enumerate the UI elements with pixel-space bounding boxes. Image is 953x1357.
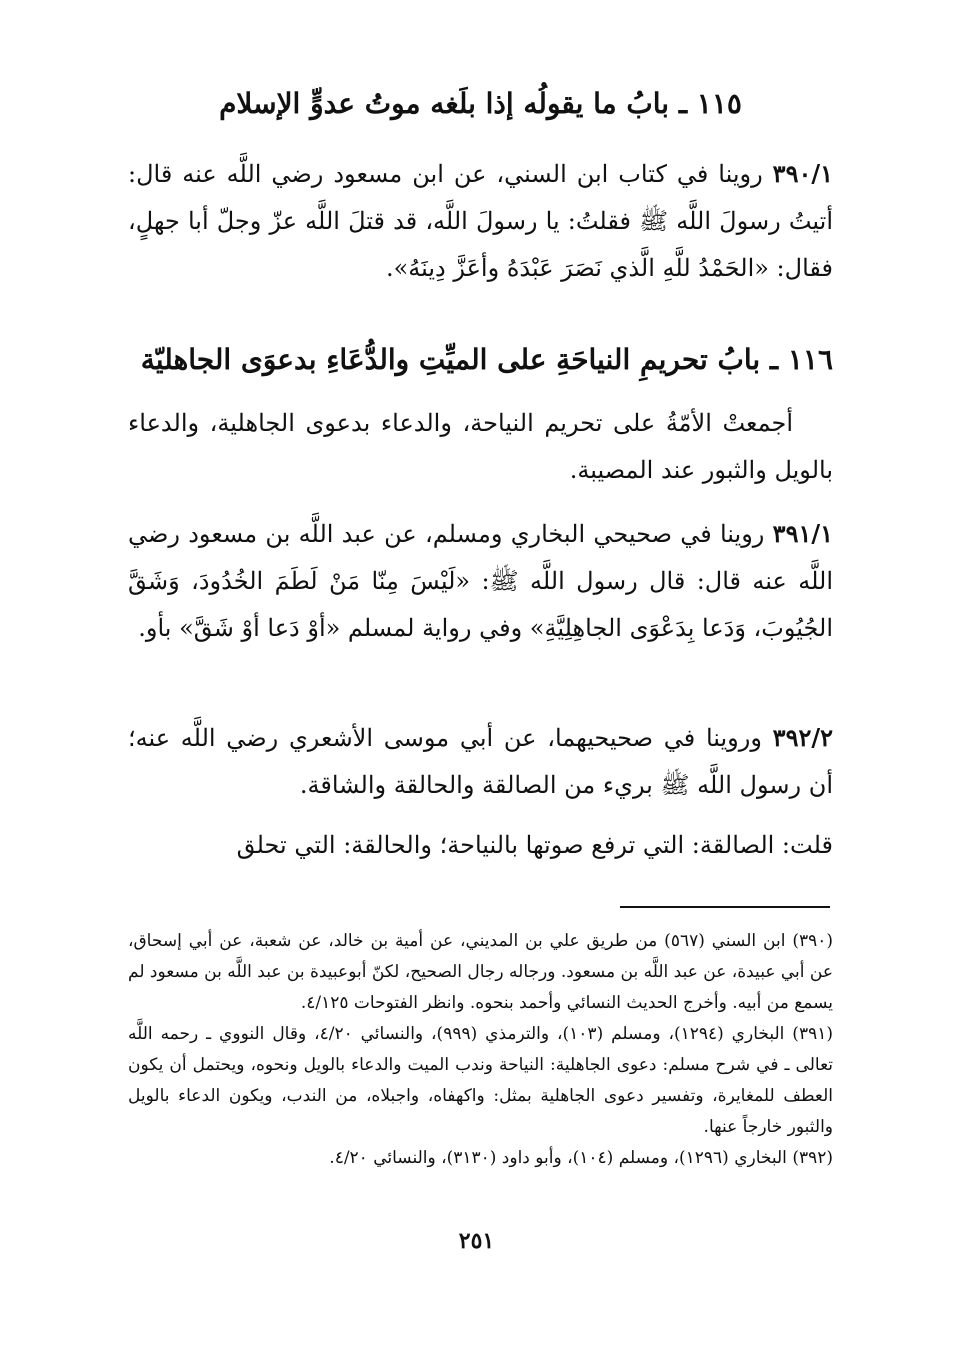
hadith-number: ٣٩١/١ [772, 519, 833, 548]
author-note: قلت: الصالقة: التي ترفع صوتها بالنياحة؛ والحالقة: التي تحلق [236, 831, 833, 859]
hadith-391 [128, 510, 833, 652]
hadith-text: وروينا في صحيحيهما، عن أبي موسى الأشعري رضي اللَّه عنه؛ أن رسول اللَّه ﷺ بريء من الصالقة والحالقة والشاقة. [128, 724, 833, 799]
hadith-number: ٣٩٠/١ [772, 159, 833, 188]
hadith-392 [128, 714, 833, 809]
chapter-heading-115: ١١٥ ـ بابُ ما يقولُه إذا بلَغه موتُ عدوٍّ الإسلام [219, 87, 742, 120]
footnote-392: (٣٩٢) البخاري (١٢٩٦)، ومسلم (١٠٤)، وأبو داود (٣١٣٠)، والنسائي ٤/٢٠. [329, 1148, 833, 1168]
footnote-separator [620, 906, 830, 908]
footnote-391: (٣٩١) البخاري (١٢٩٤)، ومسلم (١٠٣)، والترمذي (٩٩٩)، والنسائي ٤/٢٠، وقال النووي ـ رحمه اللَّه تعالى ـ في شرح مسلم: دعوى الجاهلية: النياحة وندب الميت والدعاء بالويل ونحوه، ويحتمل أن يكون العطف للمغايرة، وتفسير دعوى الجاهلية بمثل: واكهفاه، واجبلاه، من الندب، ويكون الدعاء بالويل والثبور خارجاً عنها. [128, 1024, 834, 1137]
hadith-390 [128, 150, 833, 292]
hadith-number: ٣٩٢/٢ [772, 723, 833, 752]
footnotes [128, 926, 833, 1174]
footnote-390: (٣٩٠) ابن السني (٥٦٧) من طريق علي بن المديني، عن أمية بن خالد، عن شعبة، عن أبي إسحاق، عن أبي عبيدة، عن عبد اللَّه بن مسعود. ورجاله رجال الصحيح، لكنّ أبوعبيدة بن عبد اللَّه بن مسعود لم يسمع من أبيه. وأخرج الحديث النسائي وأحمد بنحوه. وانظر الفتوحات ٤/١٢٥. [128, 931, 834, 1013]
chapter-heading-116: ١١٦ ـ بابُ تحريمِ النياحَةِ على الميِّتِ والدُّعَاءِ بدعوَى الجاهليّة [140, 343, 833, 376]
hadith-text: روينا في صحيحي البخاري ومسلم، عن عبد اللَّه بن مسعود رضي اللَّه عنه قال: قال رسول اللَّه ﷺ: «لَيْسَ مِنّا مَنْ لَطَمَ الخُدُودَ، وَشَقَّ الجُيُوبَ، وَدَعا بِدَعْوَى الجاهِلِيَّةِ» وفي رواية لمسلم «أوْ دَعا أوْ شَقَّ» بأو. [128, 520, 833, 642]
page-number: ٢٥١ [458, 1228, 495, 1254]
chapter-intro: أجمعتْ الأمّةُ على تحريم النياحة، والدعاء بدعوى الجاهلية، والدعاء بالويل والثبور عند المصيبة. [128, 409, 833, 484]
hadith-text: روينا في كتاب ابن السني، عن ابن مسعود رضي اللَّه عنه قال: أتيتُ رسولَ اللَّه ﷺ فقلتُ: يا رسولَ اللَّه، قد قتلَ اللَّه عزّ وجلّ أبا جهلٍ، فقال: «الحَمْدُ للَّهِ الَّذي نَصَرَ عَبْدَهُ وأعَزَّ دِينَهُ». [128, 160, 833, 282]
